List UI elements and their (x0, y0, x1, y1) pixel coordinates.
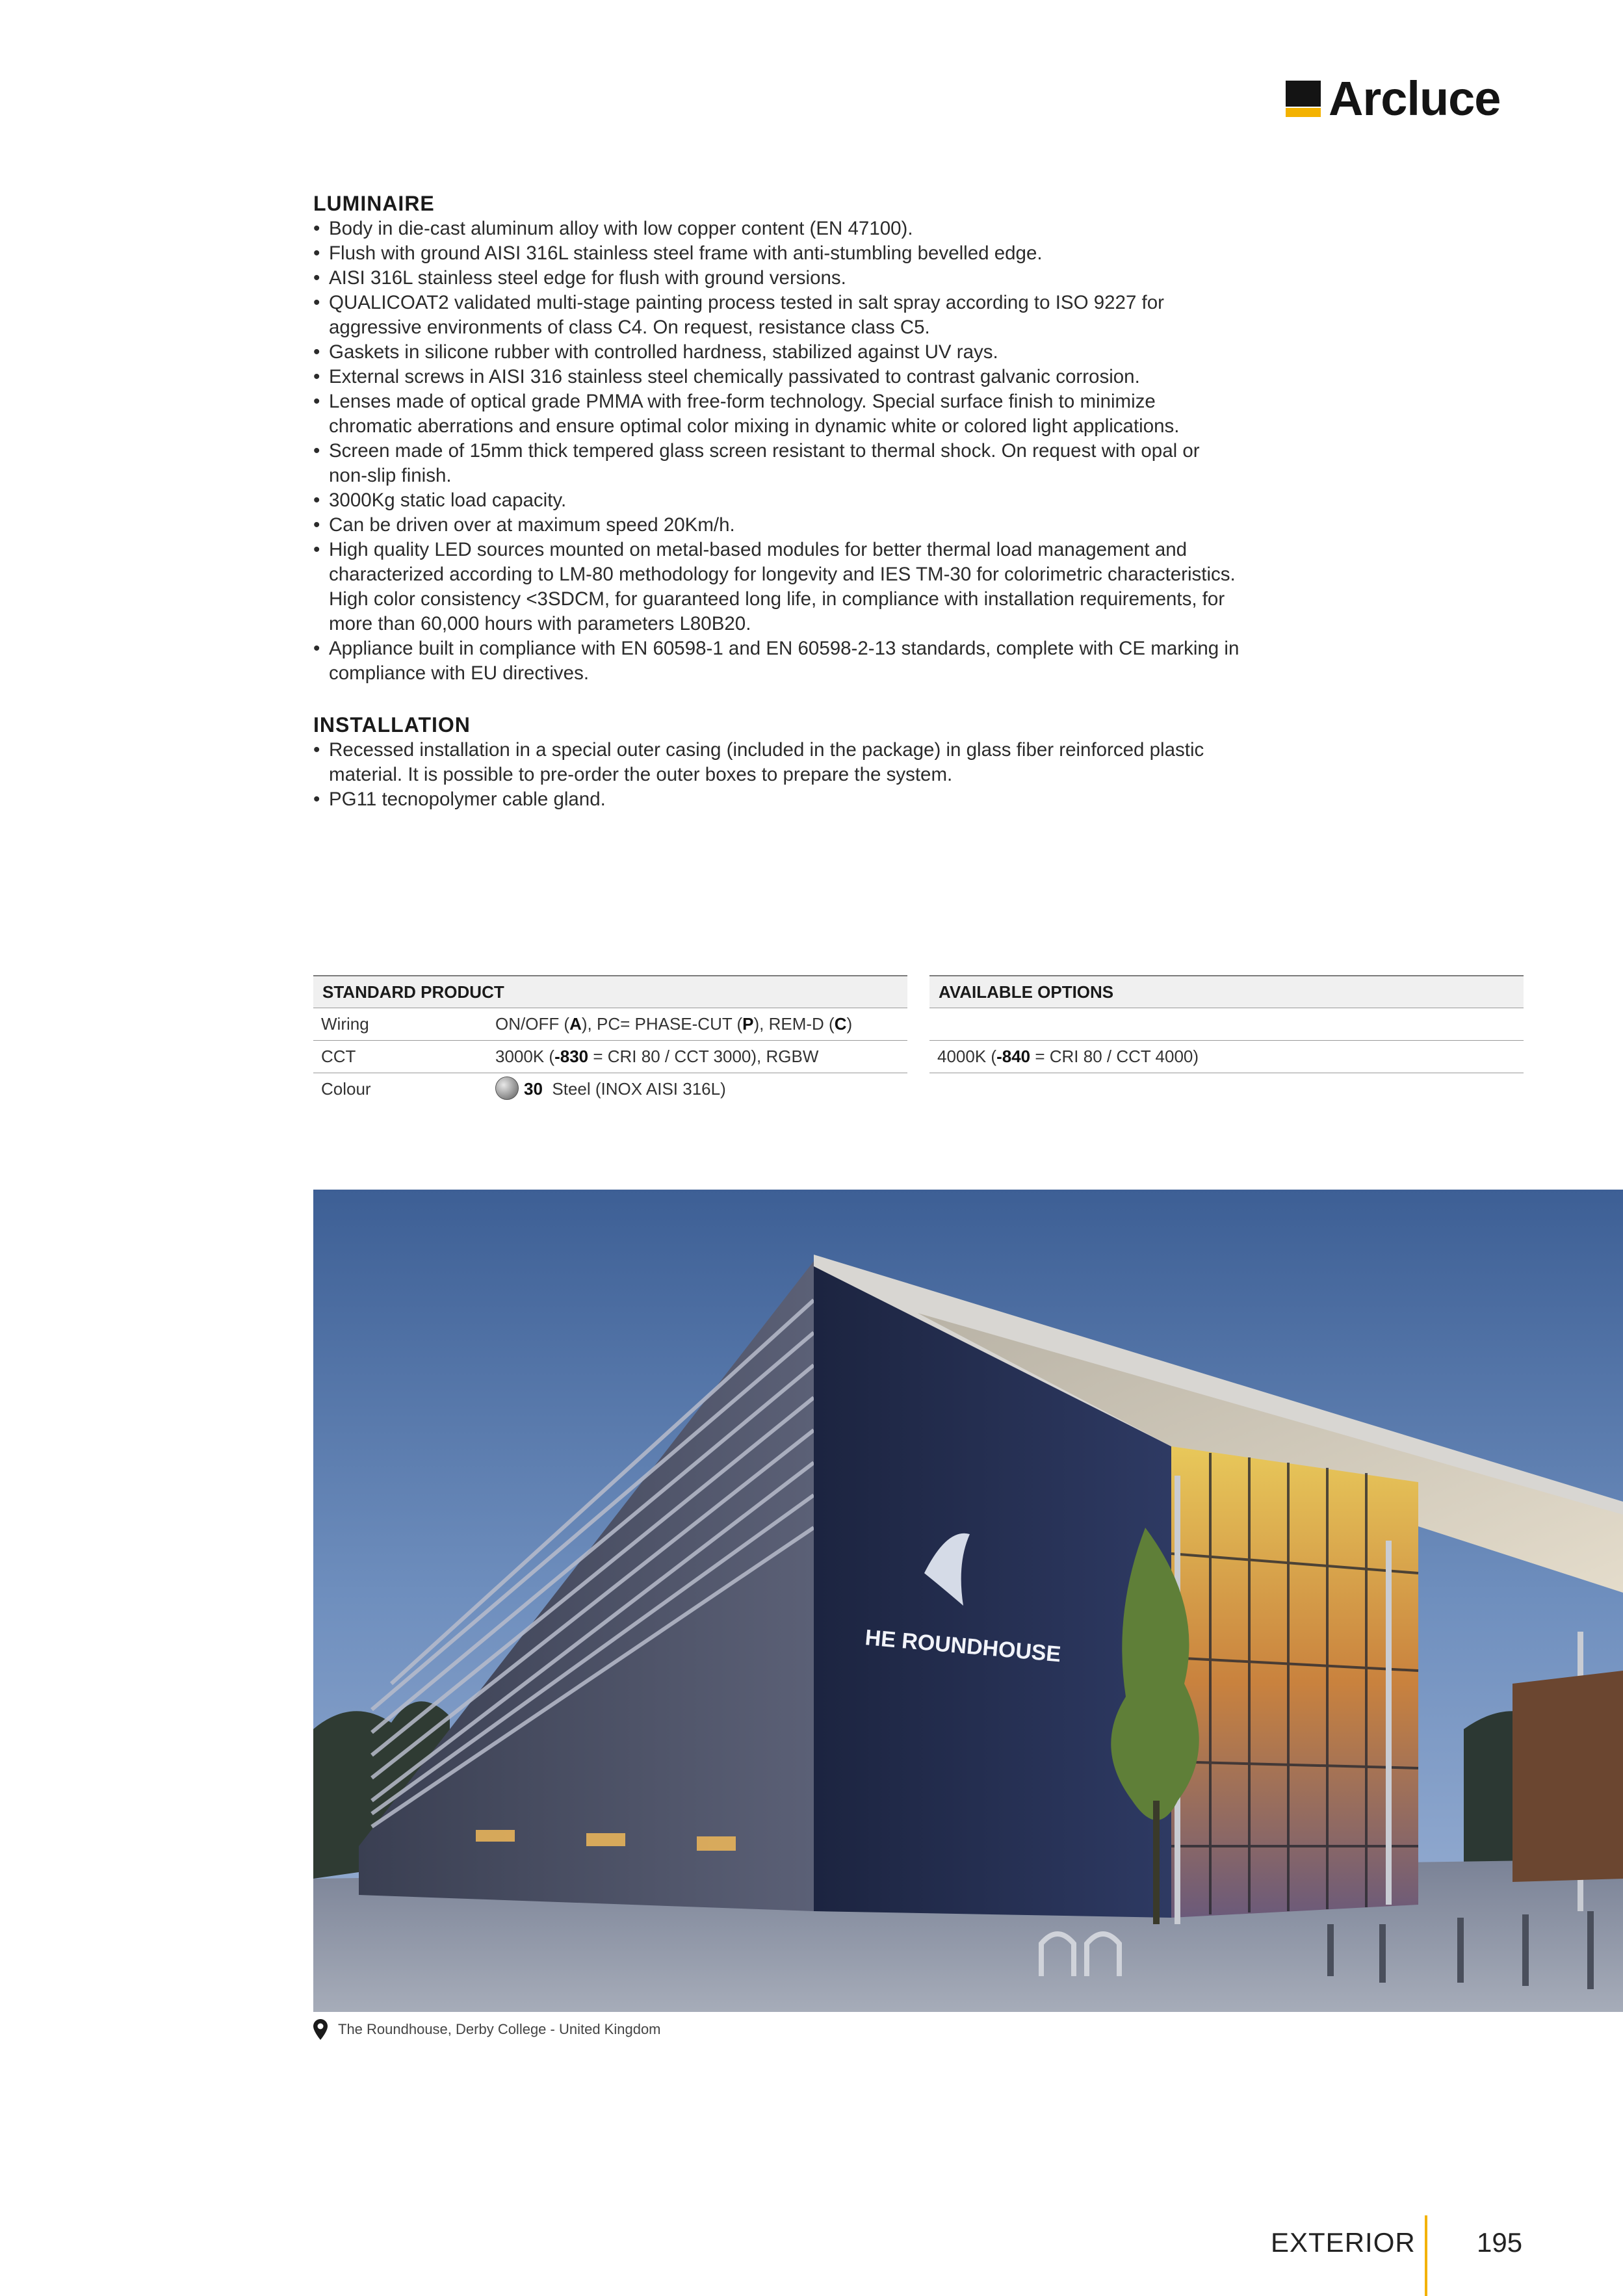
installation-title: INSTALLATION (313, 713, 471, 737)
list-item (313, 291, 1314, 340)
list-item-line: • External screws in AISI 316 stainless steel chemically passivated to contrast galvanic corrosion. (329, 366, 1140, 387)
steel-swatch-icon (495, 1076, 519, 1100)
cct-value: 3000K (-830 = CRI 80 / CCT 3000), RGBW (495, 1047, 819, 1066)
cct-label: CCT (321, 1047, 356, 1066)
list-item-line: non-slip finish. (329, 465, 452, 486)
list-item-line: chromatic aberrations and ensure optimal color mixing in dynamic white or colored light applications. (329, 415, 1180, 437)
list-item-line: • Gaskets in silicone rubber with controlled hardness, stabilized against UV rays. (329, 341, 998, 363)
building-sign-text: HE ROUNDHOUSE (864, 1625, 1062, 1667)
list-item (313, 365, 1314, 389)
wiring-value: ON/OFF (A), PC= PHASE-CUT (P), REM-D (C) (495, 1014, 853, 1034)
installation-list (313, 738, 1314, 812)
list-item-line: • AISI 316L stainless steel edge for flush with ground versions. (329, 267, 846, 289)
list-item (313, 636, 1314, 686)
available-options-header: AVAILABLE OPTIONS (929, 975, 1524, 1008)
list-item-line: more than 60,000 hours with parameters L80B20. (329, 613, 751, 634)
page-number: 195 (1477, 2227, 1523, 2258)
colour-name: Steel (INOX AISI 316L) (552, 1079, 726, 1099)
list-item-line: • Screen made of 15mm thick tempered glass screen resistant to thermal shock. On request with opal or (329, 440, 1200, 462)
table-row-empty (929, 1008, 1524, 1041)
list-item-line: • PG11 tecnopolymer cable gland. (329, 789, 606, 810)
photo-caption (313, 2018, 661, 2041)
list-item (313, 241, 1314, 266)
list-item-line: compliance with EU directives. (329, 662, 590, 684)
list-item-line: material. It is possible to pre-order the outer boxes to prepare the system. (329, 764, 953, 785)
list-item-line: • Appliance built in compliance with EN 60598-1 and EN 60598-2-13 standards, complete with CE marking in (329, 638, 1240, 659)
colour-code: 30 (524, 1079, 543, 1099)
list-item-line: High color consistency <3SDCM, for guaranteed long life, in compliance with installation requirements, for (329, 588, 1225, 610)
wiring-label: Wiring (321, 1014, 369, 1034)
table-row-wiring (313, 1008, 907, 1041)
spec-text (313, 190, 1314, 812)
caption-text: The Roundhouse, Derby College - United Kingdom (338, 2021, 661, 2037)
list-item-line: • High quality LED sources mounted on metal-based modules for better thermal load management and (329, 539, 1188, 560)
list-item (313, 216, 1314, 241)
list-item (313, 787, 1314, 812)
building-photo (313, 1190, 1623, 2012)
colour-label: Colour (321, 1079, 371, 1099)
table-row-cct-option (929, 1041, 1524, 1073)
list-item-line: • Lenses made of optical grade PMMA with free-form technology. Special surface finish to minimize (329, 391, 1156, 412)
list-item (313, 513, 1314, 538)
list-item (313, 389, 1314, 439)
table-row-cct (313, 1041, 907, 1073)
available-options-table (929, 975, 1524, 1073)
table-row-colour (313, 1073, 907, 1105)
brand-name: Arcluce (1329, 72, 1501, 125)
list-item (313, 340, 1314, 365)
list-item (313, 266, 1314, 291)
list-item-line: • Can be driven over at maximum speed 20Km/h. (329, 514, 735, 536)
footer-section-label: EXTERIOR (1271, 2227, 1416, 2258)
list-item-line: • Recessed installation in a special outer casing (included in the package) in glass fiber reinforced plastic (329, 739, 1204, 761)
standard-product-table (313, 975, 907, 1105)
list-item-line: • QUALICOAT2 validated multi-stage painting process tested in salt spray according to ISO 9227 for (329, 292, 1164, 313)
footer-divider (1425, 2215, 1427, 2296)
list-item (313, 488, 1314, 513)
brand-logo (1286, 73, 1500, 125)
list-item-line: characterized according to LM-80 methodology for longevity and IES TM-30 for colorimetric characteristics. (329, 564, 1236, 585)
list-item (313, 538, 1314, 636)
list-item-line: • Body in die-cast aluminum alloy with low copper content (EN 47100). (329, 218, 913, 239)
luminaire-title: LUMINAIRE (313, 192, 435, 215)
location-pin-icon (313, 2019, 328, 2040)
list-item-line: aggressive environments of class C4. On request, resistance class C5. (329, 317, 930, 338)
list-item-line: • Flush with ground AISI 316L stainless steel frame with anti-stumbling bevelled edge. (329, 242, 1043, 264)
colour-value (495, 1073, 907, 1105)
cct-option-value: 4000K (-840 = CRI 80 / CCT 4000) (937, 1047, 1199, 1066)
luminaire-list (313, 216, 1314, 686)
standard-product-header: STANDARD PRODUCT (313, 975, 907, 1008)
list-item (313, 738, 1314, 787)
logo-mark-icon (1286, 81, 1321, 117)
list-item (313, 439, 1314, 488)
list-item-line: • 3000Kg static load capacity. (329, 489, 567, 511)
